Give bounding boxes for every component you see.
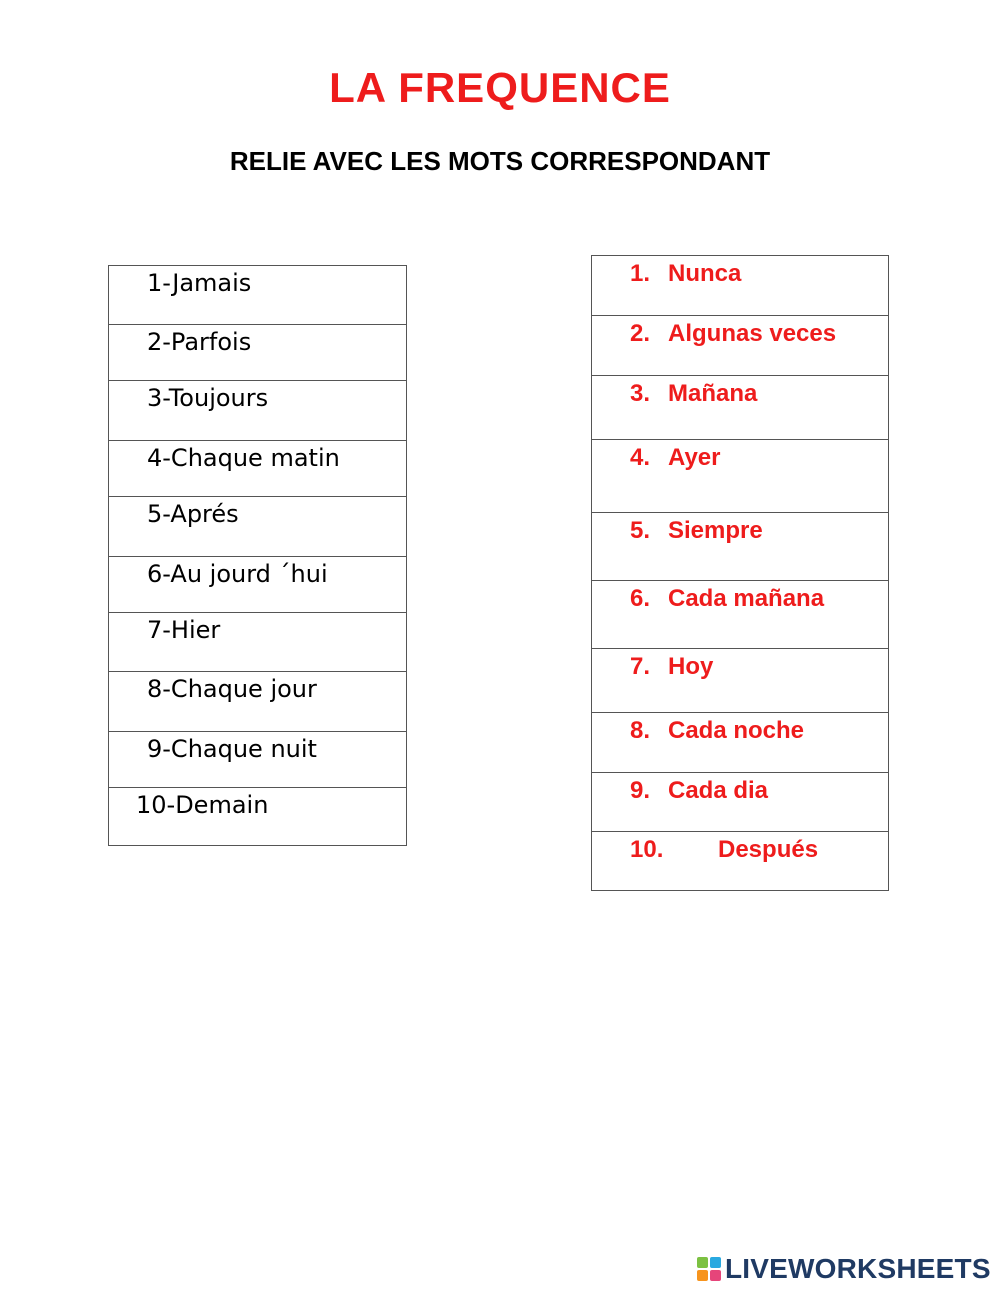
french-word-cell: 10-Demain bbox=[109, 788, 407, 846]
spanish-word-cell bbox=[592, 713, 889, 773]
item-number: 5. bbox=[630, 517, 651, 544]
french-words-table bbox=[108, 265, 407, 846]
spanish-word: Nunca bbox=[668, 260, 742, 287]
item-number: 7. bbox=[630, 653, 651, 680]
worksheet-title: LA FREQUENCE bbox=[329, 64, 671, 111]
item-number: 10. bbox=[630, 836, 664, 863]
spanish-word-cell bbox=[592, 649, 889, 713]
french-word-cell: 3-Toujours bbox=[109, 381, 407, 441]
french-word-cell: 8-Chaque jour bbox=[109, 672, 407, 732]
liveworksheets-logo bbox=[697, 1255, 991, 1283]
spanish-word: Después bbox=[718, 836, 819, 863]
spanish-word: Cada noche bbox=[668, 717, 805, 744]
spanish-word: Mañana bbox=[668, 380, 758, 407]
item-number: 6. bbox=[630, 585, 651, 612]
spanish-word: Siempre bbox=[668, 517, 763, 544]
spanish-word-cell bbox=[592, 440, 889, 513]
spanish-word: Cada mañana bbox=[668, 585, 825, 612]
spanish-word-cell bbox=[592, 256, 889, 316]
spanish-word-cell bbox=[592, 773, 889, 832]
french-word-cell: 1-Jamais bbox=[109, 266, 407, 325]
spanish-word: Ayer bbox=[668, 444, 721, 471]
logo-squares-icon bbox=[697, 1257, 721, 1281]
item-number: 1. bbox=[630, 260, 651, 287]
french-word-cell: 6-Au jourd ´hui bbox=[109, 557, 407, 613]
spanish-word-cell bbox=[592, 376, 889, 440]
item-number: 4. bbox=[630, 444, 651, 471]
french-word-cell: 4-Chaque matin bbox=[109, 441, 407, 497]
french-word-cell: 5-Aprés bbox=[109, 497, 407, 557]
french-word-cell: 9-Chaque nuit bbox=[109, 732, 407, 788]
item-number: 9. bbox=[630, 777, 651, 804]
spanish-words-table bbox=[591, 255, 889, 891]
spanish-word-cell bbox=[592, 832, 889, 891]
spanish-word-cell bbox=[592, 316, 889, 376]
spanish-word: Algunas veces bbox=[668, 320, 837, 347]
logo-text: LIVEWORKSHEETS bbox=[725, 1253, 991, 1284]
item-number: 8. bbox=[630, 717, 651, 744]
spanish-word-cell bbox=[592, 513, 889, 581]
worksheet-instructions: RELIE AVEC LES MOTS CORRESPONDANT bbox=[229, 146, 771, 176]
item-number: 3. bbox=[630, 380, 651, 407]
spanish-word-cell bbox=[592, 581, 889, 649]
spanish-word: Cada dia bbox=[668, 777, 769, 804]
french-word-cell: 2-Parfois bbox=[109, 325, 407, 381]
item-number: 2. bbox=[630, 320, 651, 347]
spanish-word: Hoy bbox=[668, 653, 714, 680]
french-word-cell: 7-Hier bbox=[109, 613, 407, 672]
